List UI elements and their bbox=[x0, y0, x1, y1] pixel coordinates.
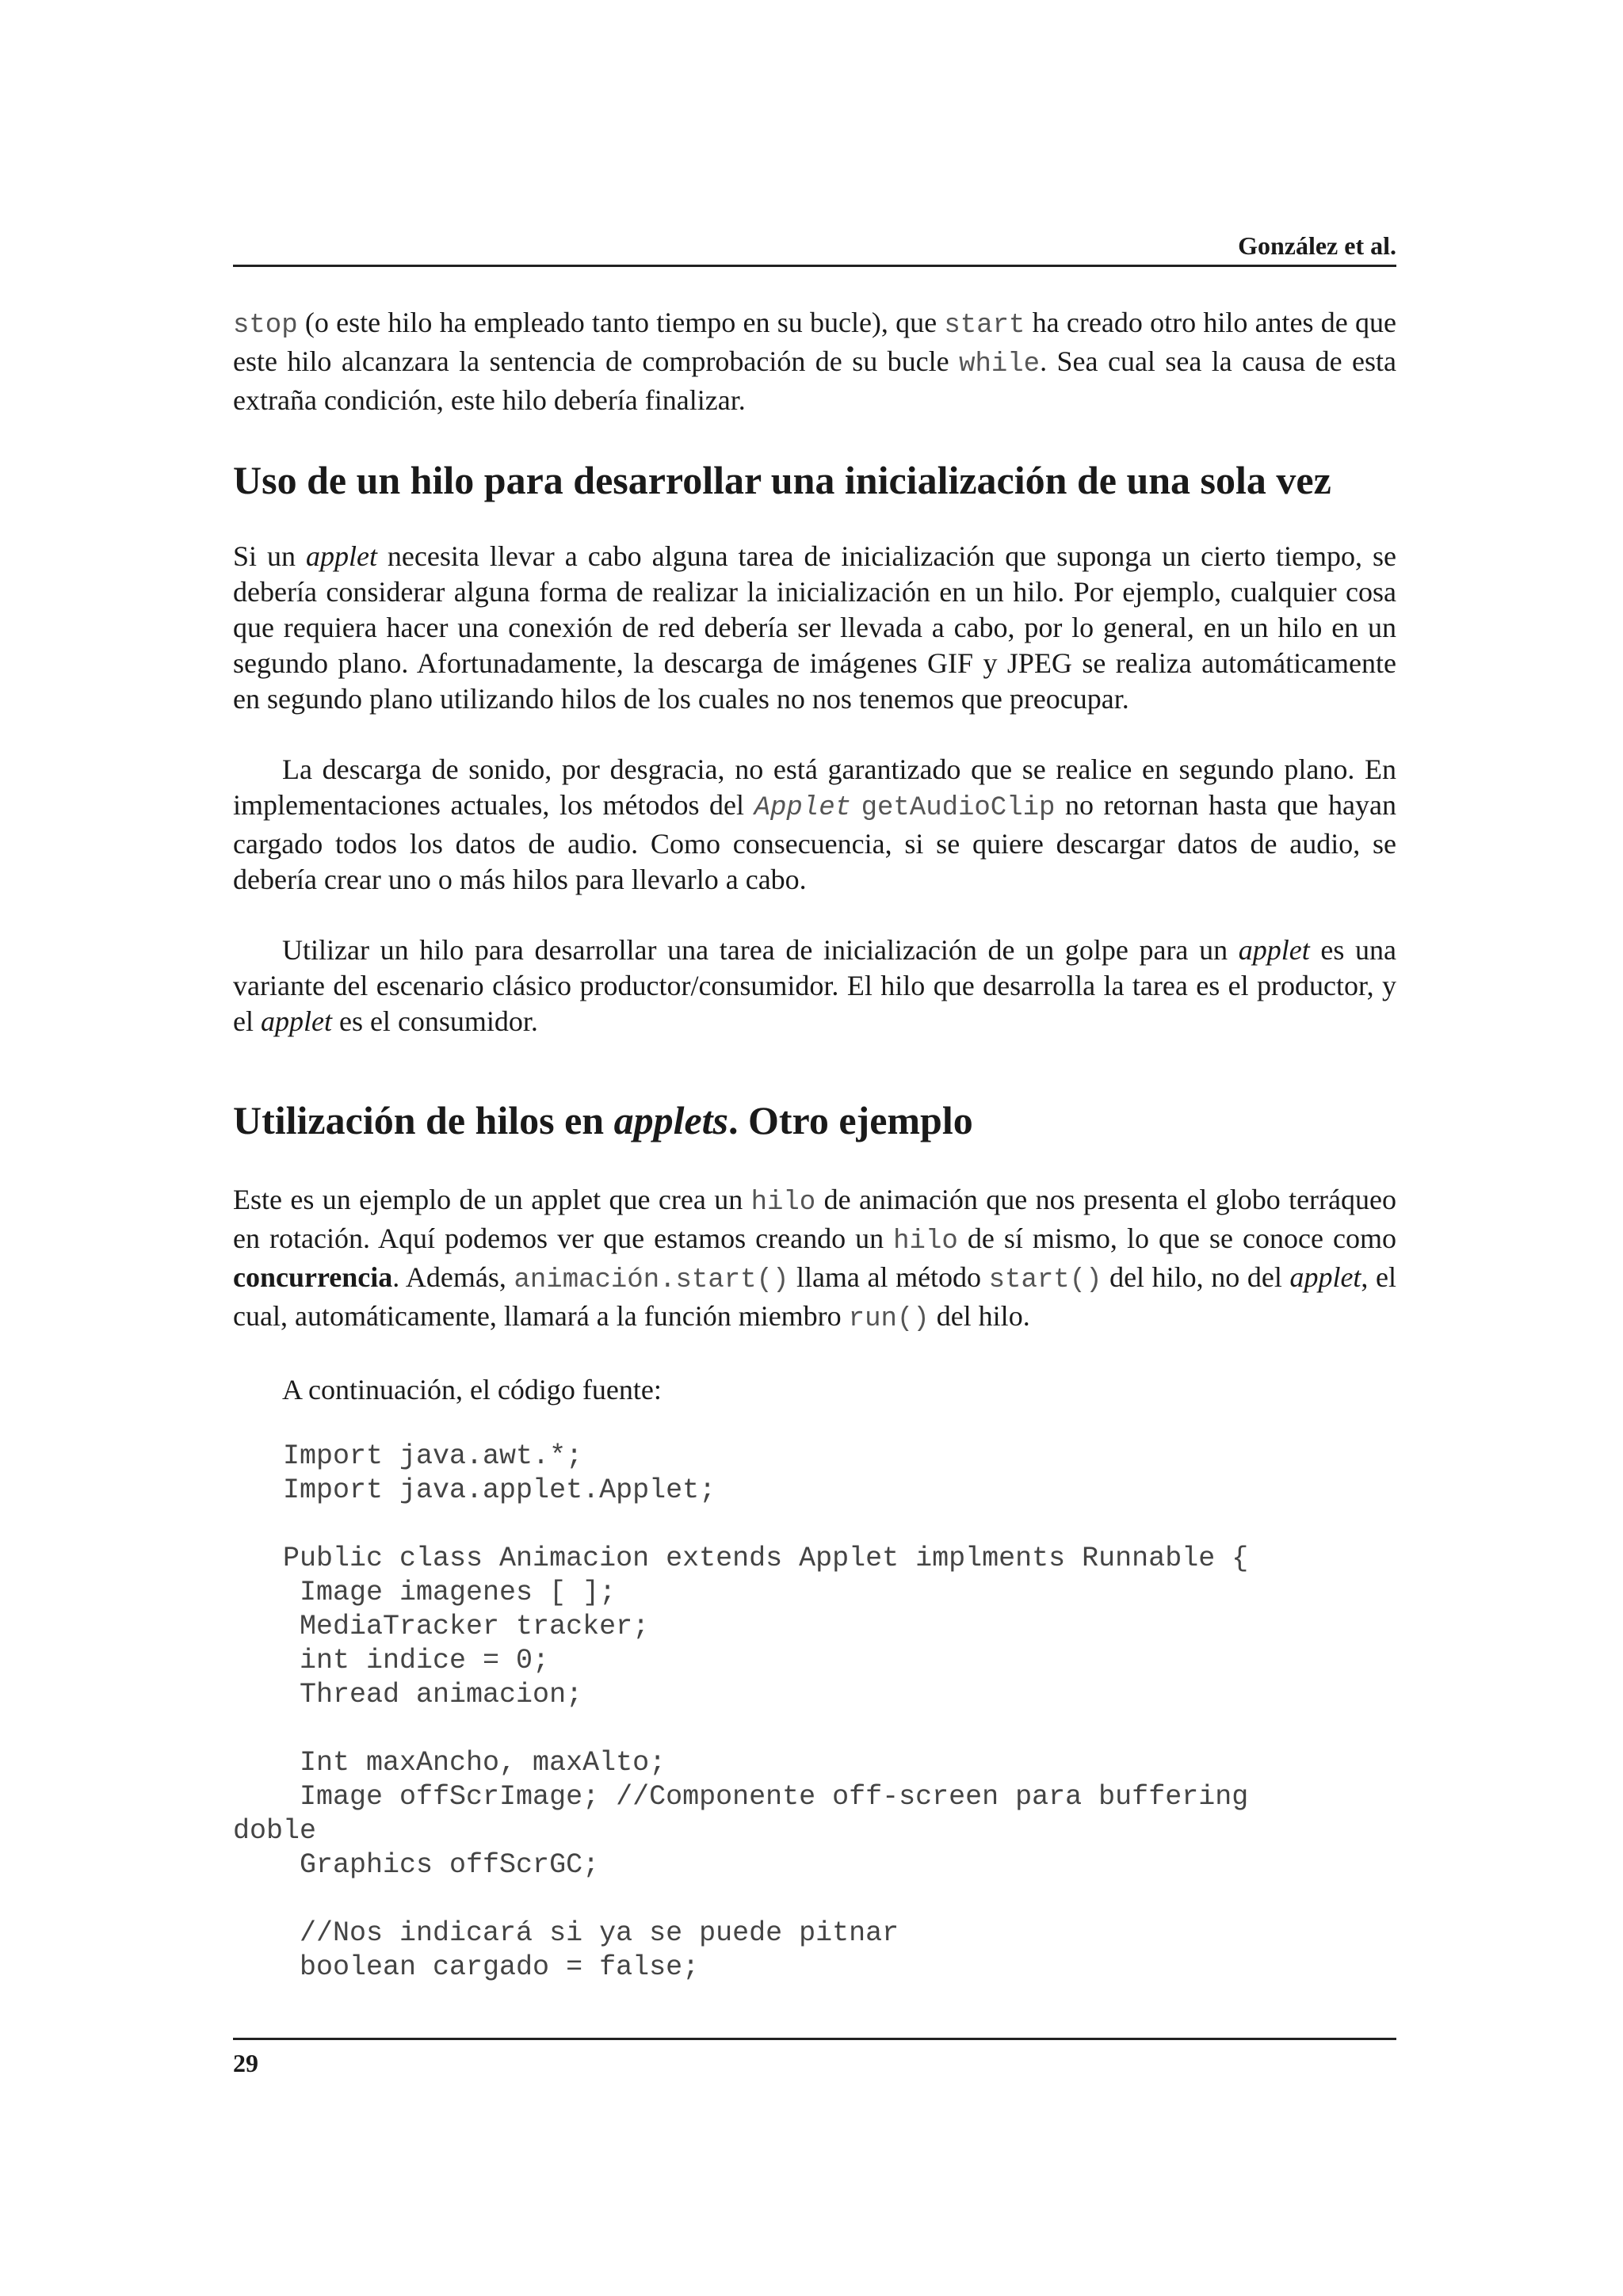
text-run: es una variante del escenario clásico productor/consumidor. El hilo que desarrolla la tarea es el productor, y el bbox=[233, 934, 1397, 1037]
paragraph-1 bbox=[233, 305, 1396, 418]
text-run: de sí mismo, lo que se conoce como bbox=[957, 1222, 1397, 1254]
text-run: La descarga de sonido, por desgracia, no está garantizado que se realice en segundo plano. En implementaciones actuales, los métodos del bbox=[233, 753, 1396, 821]
italic-term: applet bbox=[305, 540, 377, 572]
paragraph-4 bbox=[233, 933, 1396, 1039]
code-inline: while bbox=[959, 349, 1041, 379]
text-run: es el consumidor. bbox=[331, 1005, 538, 1037]
text-run: . Además, bbox=[392, 1261, 514, 1293]
text-run: de animación que nos presenta el globo terráqueo en rotación. Aquí podemos ver que estamos creando un bbox=[233, 1184, 1396, 1254]
paragraph-6: A continuación, el código fuente: bbox=[282, 1374, 662, 1405]
italic-term: applet bbox=[1289, 1261, 1361, 1293]
footer-divider bbox=[233, 2038, 1396, 2040]
heading-text: . Otro ejemplo bbox=[728, 1098, 973, 1142]
text-run: llama al método bbox=[789, 1261, 989, 1293]
section-heading-2 bbox=[233, 1097, 1396, 1144]
code-listing: Import java.awt.*; Import java.applet.Applet; Public class Animacion extends Applet implments Runnable { Image imagenes [ ]; MediaTracker tracker; int indice = 0; Thread animacion; Int maxAncho, maxAlto; Image offScrImage; //Componente off-screen para buffering doble Graphics offScrGC; //Nos indicará si ya se puede pitnar boolean cargado = false; bbox=[233, 1440, 1249, 1983]
heading-italic: applets bbox=[613, 1098, 729, 1142]
code-inline: run() bbox=[848, 1304, 930, 1334]
text-run: ha creado otro hilo antes de que este hilo alcanzara la sentencia de comprobación de su bucle bbox=[233, 307, 1396, 377]
heading-text: Utilización de hilos en bbox=[233, 1098, 614, 1142]
italic-term: applet bbox=[1238, 934, 1310, 966]
code-inline: getAudioClip bbox=[861, 793, 1056, 823]
paragraph-2 bbox=[233, 539, 1396, 717]
text-run bbox=[851, 789, 861, 821]
text-run: (o este hilo ha empleado tanto tiempo en su bucle), que bbox=[297, 307, 945, 338]
text-run: . Sea cual sea la causa de esta extraña condición, este hilo debería finalizar. bbox=[233, 345, 1396, 416]
bold-term: concurrencia bbox=[233, 1261, 393, 1293]
italic-term: applet bbox=[260, 1005, 332, 1037]
running-header bbox=[233, 230, 1396, 267]
code-inline: hilo bbox=[893, 1226, 958, 1257]
text-run: del hilo. bbox=[929, 1300, 1030, 1332]
code-inline: Applet bbox=[754, 793, 852, 823]
page-content bbox=[233, 305, 1396, 1985]
running-head-text: González et al. bbox=[1238, 231, 1396, 260]
code-inline: start bbox=[944, 311, 1025, 341]
code-inline: start() bbox=[988, 1265, 1102, 1295]
text-run: , el cual, automáticamente, llamará a la función miembro bbox=[233, 1261, 1396, 1332]
text-run: necesita llevar a cabo alguna tarea de inicialización que suponga un cierto tiempo, se debería considerar alguna forma de realizar la inicialización en un hilo. Por ejemplo, cualquier cosa que requiera hacer una conexión de red debería ser llevada a cabo, por lo general, en un hilo en un segundo plano. Afortunadamente, la descarga de imágenes GIF y JPEG se realiza automáticamente en segundo plano utilizando hilos de los cuales no nos tenemos que preocupar. bbox=[233, 540, 1396, 715]
text-run: Utilizar un hilo para desarrollar una tarea de inicialización de un golpe para un bbox=[282, 934, 1239, 966]
code-inline: stop bbox=[233, 311, 298, 341]
page-number: 29 bbox=[233, 2049, 258, 2077]
section-heading-1: Uso de un hilo para desarrollar una inicialización de una sola vez bbox=[233, 458, 1331, 502]
code-inline: hilo bbox=[750, 1188, 816, 1218]
text-run: Este es un ejemplo de un applet que crea un bbox=[233, 1184, 751, 1215]
paragraph-3 bbox=[233, 752, 1396, 898]
paragraph-5 bbox=[233, 1182, 1396, 1337]
text-run: Si un bbox=[233, 540, 306, 572]
text-run: no retornan hasta que hayan cargado todos los datos de audio. Como consecuencia, si se quiere descargar datos de audio, se debería crear uno o más hilos para llevarlo a cabo. bbox=[233, 789, 1397, 895]
code-inline: animación.start() bbox=[514, 1265, 789, 1295]
text-run: del hilo, no del bbox=[1102, 1261, 1290, 1293]
